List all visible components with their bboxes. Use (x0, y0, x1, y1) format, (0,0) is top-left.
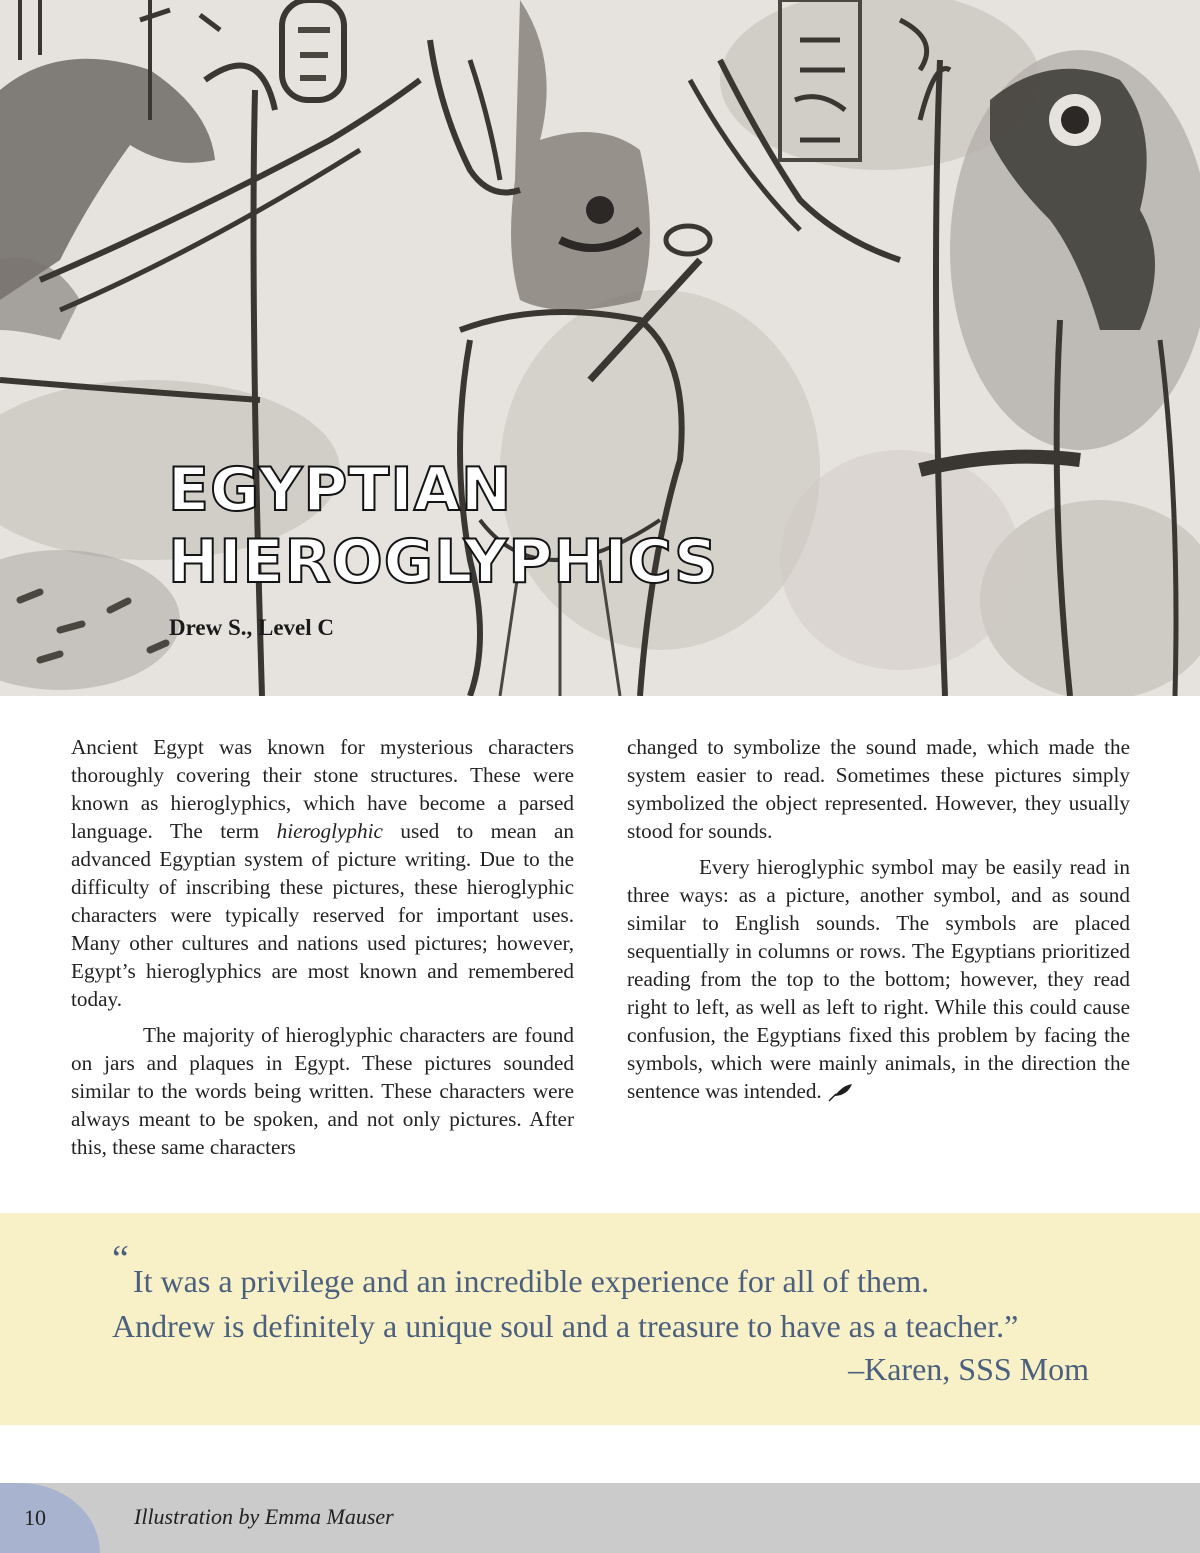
article-title (168, 454, 718, 598)
paragraph (71, 733, 574, 1013)
page-footer (0, 1483, 1200, 1553)
body-column-right (627, 733, 1130, 1105)
paragraph-text: Ancient Egypt was known for mysterious characters thoroughly covering their stone structures. These were known as hieroglyphics, which have become a parsed language. The term (71, 735, 574, 843)
testimonial-banner (0, 1213, 1200, 1425)
quill-icon (827, 1082, 853, 1102)
paragraph: changed to symbolize the sound made, which made the system easier to read. Sometimes these pictures simply symbolized the object represented. However, they usually stood for sounds. (627, 735, 1130, 843)
italic-term: hieroglyphic (276, 819, 383, 843)
body-column-left (71, 733, 574, 1161)
paragraph (627, 853, 1130, 1105)
paragraph-text: Every hieroglyphic symbol may be easily read in three ways: as a picture, another symbol, and as sound similar to English sounds. The symbols are placed sequentially in columns or rows. The Egyptians prioritized reading from the top to the bottom; however, they read right to left, as well as left to right. While this could cause confusion, the Egyptians fixed this problem by facing the symbols, which were mainly animals, in the direction the sentence was intended. (627, 855, 1130, 1103)
hero-illustration (0, 0, 1200, 696)
article-title-line-1: EGYPTIAN (168, 455, 513, 525)
paragraph: The majority of hieroglyphic characters are found on jars and plaques in Egypt. These pictures sounded similar to the words being written. These characters were always meant to be spoken, and not only pictures. After this, these same characters (71, 1023, 574, 1159)
quote-attribution: –Karen, SSS Mom (848, 1351, 1089, 1387)
open-quote-mark: “ (112, 1238, 129, 1280)
page-number-tab (0, 1483, 100, 1553)
article-title-line-2: HIEROGLYPHICS (168, 527, 719, 597)
quote-line-1: It was a privilege and an incredible experience for all of them. (133, 1263, 930, 1299)
quote-line-2: Andrew is definitely a unique soul and a treasure to have as a teacher.” (112, 1308, 1019, 1344)
author-byline: Drew S., Level C (169, 615, 335, 640)
illustration-credit: Illustration by Emma Mauser (134, 1504, 394, 1529)
page-number: 10 (24, 1505, 46, 1530)
paragraph-text: used to mean an advanced Egyptian system of picture writing. Due to the difficulty of inscribing these pictures, these hieroglyphic characters were typically reserved for important uses. Many other cultures and nations used pictures; however, Egypt’s hieroglyphics are most known and remembered today. (71, 819, 575, 1011)
